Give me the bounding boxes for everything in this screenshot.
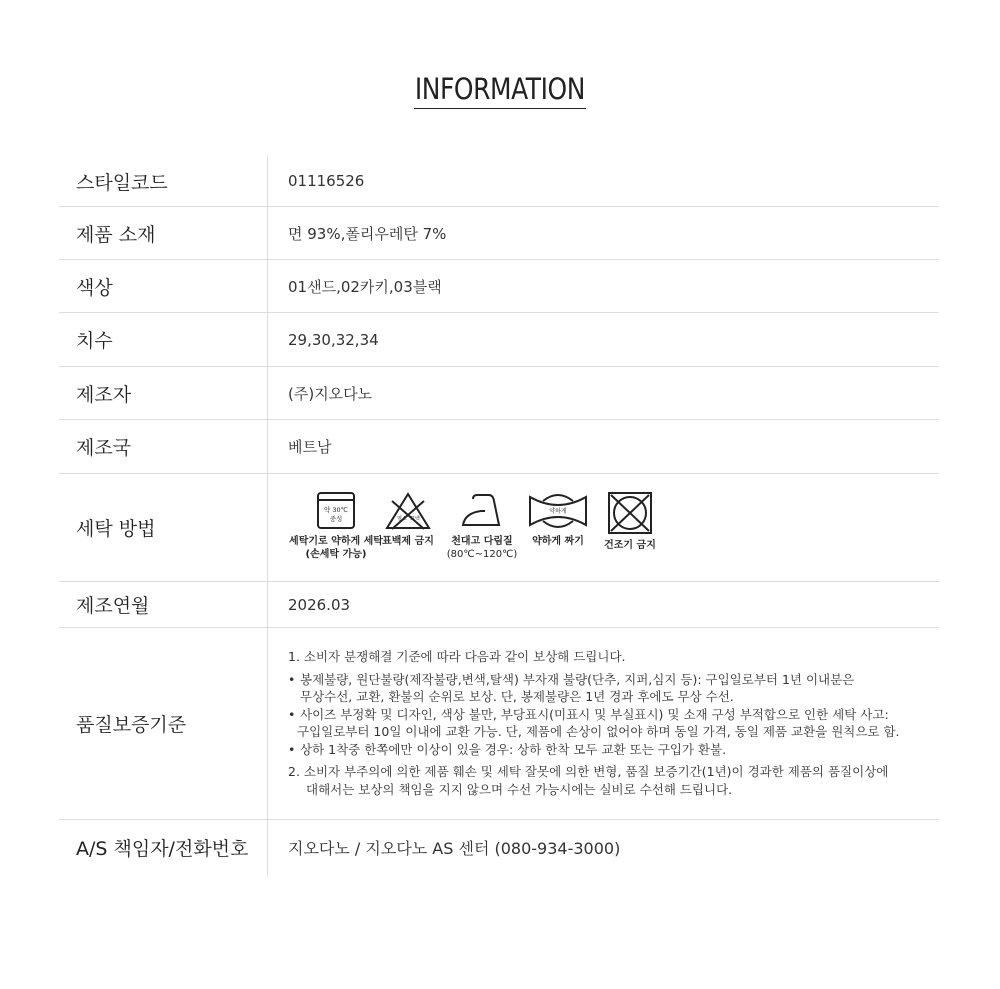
row-label: 품질보증기준 [76,714,187,736]
row-label: 세탁 방법 [76,518,156,540]
wring-icon [527,491,589,531]
row-label: 제품 소재 [76,223,156,246]
row-value: 지오다노 / 지오다노 AS 센터 (080-934-3000) [288,839,621,858]
care-item [522,491,594,561]
row-label: 제조연월 [76,595,150,617]
row-label: 치수 [76,330,113,352]
wring-gently: 약하게 [549,508,567,515]
row-value: 베트남 [288,438,332,456]
quality-bullet: • 상하 1착중 한쪽에만 이상이 있을 경우: 상하 한착 모두 교환 또는 구입가 환불. [288,741,900,759]
row-style-code [59,156,939,207]
bleach-bleach: 표백 [410,516,420,522]
care-caption: 약하게 짜기 [532,536,584,547]
row-label: A/S 책임자/전화번호 [76,838,249,860]
row-value: 01116526 [288,172,365,190]
row-value: 01샌드,02카키,03블랙 [288,277,442,296]
row-label: 스타일코드 [76,171,168,194]
row-label: 색상 [76,276,113,299]
row-material [59,207,939,260]
page-title: INFORMATION [0,72,1000,109]
care-caption: 세탁기로 약하게 세탁 (손세탁 가능) [289,536,383,560]
row-value: 29,30,32,34 [288,330,379,349]
row-value: (주)지오다노 [288,384,373,403]
care-icons [284,491,666,561]
care-caption: 천대고 다림질 (80℃~120℃) [446,536,518,560]
care-item [594,491,666,561]
row-country [59,420,939,474]
care-caption: 표백제 금지 [382,536,434,547]
no-bleach-icon [384,491,432,531]
bleach-chlorine: 염소 [397,516,407,522]
row-date [59,582,939,628]
care-item [284,491,388,561]
washtub-neutral: 중성 [329,515,343,523]
row-washing [59,474,939,582]
washtub-temp: 약 30℃ [324,506,348,514]
row-as [59,820,939,875]
quality-item-2: 2. 소비자 부주의에 의한 제품 훼손 및 세탁 잘못에 의한 변형, 품질 보증기간(1년)이 경과한 제품의 품질이상에 대해서는 보상의 책임을 지지 않으며 수선 가능시에는 실비로 수선해 드립니다. [288,764,889,797]
care-caption: 건조기 금지 [604,540,656,551]
row-label: 제조자 [76,383,132,406]
iron-icon [459,491,505,531]
no-tumble-dry-icon [607,491,653,535]
info-table [59,156,939,875]
row-value: 2026.03 [288,595,351,614]
quality-bullet: • 봉제불량, 원단불량(제작불량,변색,탈색) 부자재 불량(단추, 지퍼,심지 등): 구입일로부터 1년 이내분은 무상수선, 교환, 환불의 순위로 보상. 단, 봉제불량은 1년 경과 후에도 무상 수선. [288,671,900,706]
row-quality [59,628,939,820]
care-item [384,491,432,561]
washtub-icon [314,491,358,531]
row-color [59,260,939,313]
row-label: 제조국 [76,437,132,459]
row-maker [59,367,939,420]
row-size [59,313,939,367]
quality-bullet: • 사이즈 부정확 및 디자인, 색상 불만, 부당표시(미표시 및 부실표시) 및 소재 구성 부적합으로 인한 세탁 사고: 구입일로부터 10일 이내에 교환 가능. 단, 제품에 손상이 없어야 하며 동일 가격, 동일 제품 교환을 원칙으로 함. [288,706,900,741]
row-value: 면 93%,폴리우레탄 7% [288,224,447,243]
quality-item-1: 1. 소비자 분쟁해결 기준에 따라 다음과 같이 보상해 드립니다. [288,649,626,664]
quality-standards [288,648,900,798]
care-item [442,491,522,561]
